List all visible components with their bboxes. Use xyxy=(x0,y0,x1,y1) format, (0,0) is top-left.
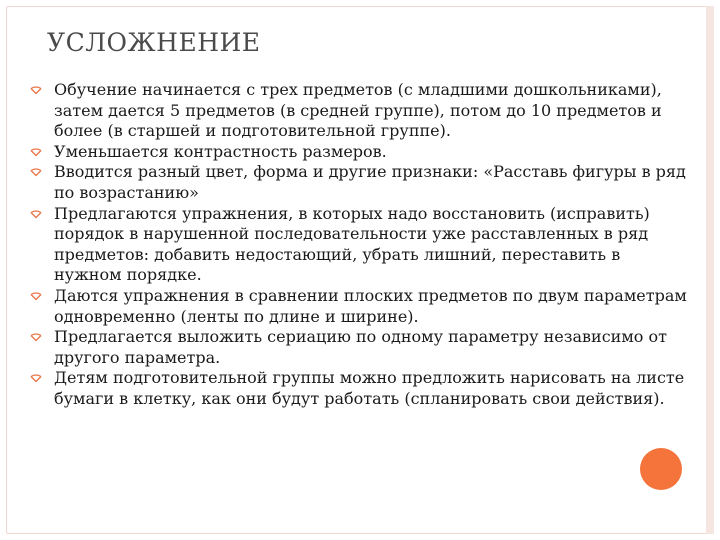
bullet-list xyxy=(28,80,688,410)
bullet-icon xyxy=(30,290,42,302)
bullet-text: Вводится разный цвет, форма и другие признаки: «Расставь фигуры в ряд по возрастанию» xyxy=(54,162,686,202)
bullet-item xyxy=(28,286,688,327)
slide-title: УСЛОЖНЕНИЕ xyxy=(47,28,261,57)
bullet-icon xyxy=(30,146,42,158)
bullet-text: Уменьшается контрастность размеров. xyxy=(54,141,387,161)
bullet-text: Детям подготовительной группы можно предложить нарисовать на листе бумаги в клетку, как они будут работать (спланировать свои действия). xyxy=(54,368,685,408)
bullet-text: Предлагается выложить сериацию по одному параметру независимо от другого параметра. xyxy=(54,327,667,367)
slide-right-border xyxy=(706,6,714,534)
bullet-item xyxy=(28,142,688,163)
bullet-text: Обучение начинается с трех предметов (с младшими дошкольниками), затем дается 5 предметов (в средней группе), потом до 10 предметов и более (в старшей и подготовительной группе). xyxy=(54,80,662,141)
bullet-text: Предлагаются упражнения, в которых надо восстановить (исправить) порядок в нарушенной последовательности уже расставленных в ряд предметов: добавить недостающий, убрать лишний, переставить в нужном порядке. xyxy=(54,203,650,285)
accent-circle-decoration xyxy=(640,448,682,490)
bullet-icon xyxy=(30,331,42,343)
bullet-text: Даются упражнения в сравнении плоских предметов по двум параметрам одновременно (ленты по длине и ширине). xyxy=(54,285,687,326)
bullet-item xyxy=(28,368,688,409)
bullet-item xyxy=(28,204,688,286)
bullet-item xyxy=(28,162,688,203)
bullet-item xyxy=(28,327,688,368)
bullet-icon xyxy=(30,372,42,384)
bullet-icon xyxy=(30,84,42,96)
bullet-icon xyxy=(30,166,42,178)
bullet-icon xyxy=(30,208,42,220)
bullet-item xyxy=(28,80,688,142)
